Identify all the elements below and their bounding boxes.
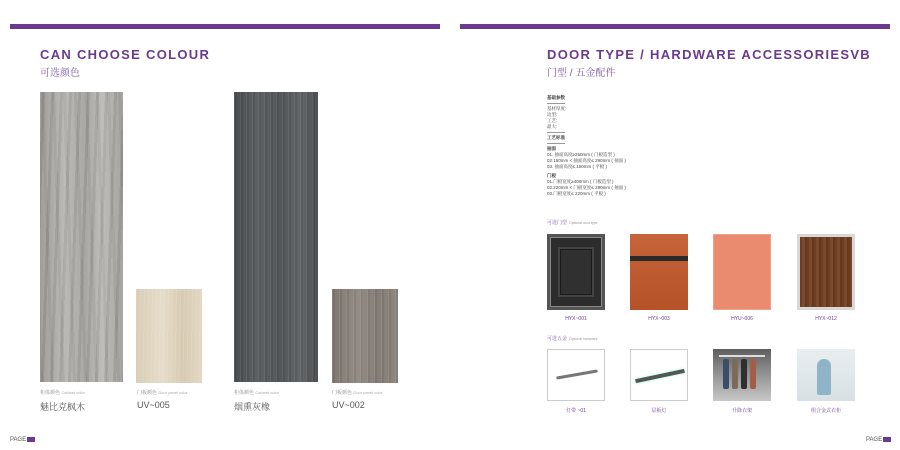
swatch-door-uv005 xyxy=(136,289,202,383)
hardware-caption: 层板灯 xyxy=(651,408,667,414)
door-hyx001 xyxy=(547,234,605,310)
door-caption: HYX~003 xyxy=(648,316,670,322)
spec-line: 工艺: xyxy=(547,118,558,123)
right-page xyxy=(450,0,900,450)
header-bar xyxy=(460,24,890,29)
door-section-label: 可选门型 Optional door type xyxy=(547,220,598,226)
spec-line: 边型: xyxy=(547,112,558,117)
header-bar xyxy=(10,24,440,29)
swatch-type-label: 门板颜色 Door panel color xyxy=(137,390,188,396)
spec-line: 02.150mm < 抽面高度≤ 290mm ( 抽面 ) xyxy=(547,158,626,163)
spec-line: 最大: xyxy=(547,124,558,129)
swatch-name: UV~005 xyxy=(137,400,170,410)
swatch-cabinet-maple xyxy=(40,92,123,382)
spec-heading: 基础参数 xyxy=(547,95,565,100)
swatch-name: 烟熏灰橡 xyxy=(234,402,271,412)
swatch-door-uv002 xyxy=(332,289,398,383)
spec-line: 基材厚度: xyxy=(547,106,567,111)
door-hyx012 xyxy=(797,234,855,310)
door-caption: HYX~012 xyxy=(815,316,837,322)
spec-line: 03.门板宽度≤ 220mm ( 平板 ) xyxy=(547,191,606,196)
spec-heading: 工艺标准 xyxy=(547,135,565,140)
page-number: PAGE xyxy=(10,437,35,443)
hardware-caption: 灯带 ~01 xyxy=(566,408,586,414)
spec-line: 01.门板宽度≥400mm ( 门板造型 ) xyxy=(547,179,614,184)
spec-line: 02.220mm < 门板宽度≤ 290mm ( 抽面 ) xyxy=(547,185,626,190)
door-hyu006 xyxy=(713,234,771,310)
spec-heading: 抽面 xyxy=(547,146,556,151)
hardware-caption: 组合金式衣柜 xyxy=(810,408,841,414)
page-title: DOOR TYPE / HARDWARE ACCESSORIESVB xyxy=(547,47,871,62)
page-subtitle: 门型 / 五金配件 xyxy=(547,68,616,79)
hardware-caption: 升降衣架 xyxy=(731,408,752,414)
spec-line: 03. 抽面高度≤ 150mm ( 平板 ) xyxy=(547,164,607,169)
swatch-type-label: 门板颜色 Door panel color xyxy=(332,390,383,396)
hardware-section-label: 可选五金 Optional hardware xyxy=(547,336,598,342)
hardware-wardrobe-image xyxy=(797,349,855,401)
swatch-cabinet-smoked-oak xyxy=(234,92,318,382)
spec-block xyxy=(547,95,626,197)
swatch-type-label: 柜体颜色 Cabinet color xyxy=(40,390,85,396)
spec-heading: 门板 xyxy=(547,173,556,178)
hardware-light-strip-image xyxy=(547,349,605,401)
swatch-name: 魅比克枫木 xyxy=(40,402,86,412)
swatch-name: UV~002 xyxy=(332,400,365,410)
page-title: CAN CHOOSE COLOUR xyxy=(40,47,211,62)
hardware-lift-rack-image xyxy=(713,349,771,401)
page-subtitle: 可选颜色 xyxy=(40,68,80,79)
page-number: PAGE xyxy=(866,437,891,443)
door-caption: HYU~006 xyxy=(731,316,753,322)
spec-line: 01. 抽面高度≥250mm ( 门板造型 ) xyxy=(547,152,615,157)
door-hyx003 xyxy=(630,234,688,310)
door-caption: HYX~001 xyxy=(565,316,587,322)
hardware-shelf-light-image xyxy=(630,349,688,401)
swatch-type-label: 柜体颜色 Cabinet color xyxy=(234,390,279,396)
